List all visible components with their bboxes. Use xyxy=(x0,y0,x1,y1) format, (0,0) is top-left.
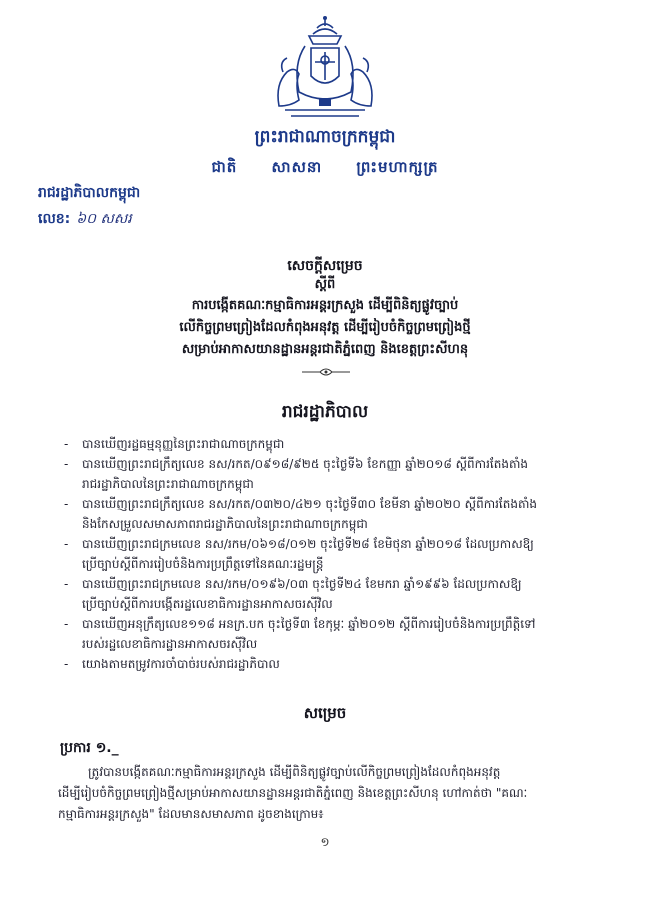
motto-nation: ជាតិ xyxy=(211,158,238,176)
list-item xyxy=(58,454,618,494)
decision-subject-label: ស្តីពី xyxy=(314,277,336,292)
issuer-name: រាជរដ្ឋាភិបាលកម្ពុជា xyxy=(38,185,141,201)
motto-religion: សាសនា xyxy=(271,158,323,176)
list-item xyxy=(58,434,618,454)
list-item-text: បានឃើញព្រះរាជក្រឹត្យលេខ នស/រកត/០៣២០/៤២១ ចុះថ្ងៃទី៣០ ខែមីនា ឆ្នាំ២០២០ ស្តីពីការតែងតាំង xyxy=(82,497,538,511)
document-number-value: ៦០ សសរ xyxy=(76,211,132,227)
article-1-body xyxy=(58,762,608,825)
decision-subject-line: សម្រាប់អាកាសយានដ្ឋានអន្តរជាតិភ្នំពេញ និងខេត្តព្រះសីហនុ xyxy=(181,342,469,357)
list-item xyxy=(58,494,618,534)
list-item xyxy=(58,614,618,654)
national-motto xyxy=(0,158,650,180)
list-item-text-cont: ប្រើច្បាប់ស្តីពីការរៀបចំនិងការប្រព្រឹត្តទៅនៃគណៈរដ្ឋមន្ត្រី xyxy=(82,557,324,571)
legal-basis-list xyxy=(58,434,618,674)
divider-ornament-icon xyxy=(300,366,352,378)
article-1-line: កម្មាធិការអន្តរក្រសួង" ដែលមានសមាសភាព ដូចខាងក្រោម៖ xyxy=(58,807,324,821)
government-heading: រាជរដ្ឋាភិបាល xyxy=(281,402,369,422)
list-item xyxy=(58,654,618,674)
list-item-text: យោងតាមតម្រូវការចាំបាច់របស់រាជរដ្ឋាភិបាល xyxy=(82,657,280,671)
page-number: ១ xyxy=(320,835,330,849)
list-item-text: បានឃើញព្រះរាជក្រមលេខ នស/រកម/០១៩៦/០៣ ចុះថ្ងៃទី២៤ ខែមករា ឆ្នាំ១៩៩៦ ដែលប្រកាសឱ្យ xyxy=(82,577,522,591)
kingdom-name: ព្រះរាជាណាចក្រកម្ពុជា xyxy=(254,127,396,147)
article-1-line: ដើម្បីរៀបចំកិច្ចព្រមព្រៀងថ្មីសម្រាប់អាកាសយានដ្ឋានអន្តរជាតិភ្នំពេញ និងខេត្តព្រះសីហនុ ហៅកាត់ថា "គណៈ xyxy=(58,786,528,800)
motto-king: ព្រះមហាក្សត្រ xyxy=(356,158,439,176)
list-item-text: បានឃើញព្រះរាជក្រមលេខ នស/រកម/០៦១៨/០១២ ចុះថ្ងៃទី២៨ ខែមិថុនា ឆ្នាំ២០១៨ ដែលប្រកាសឱ្យ xyxy=(82,537,534,551)
list-item-text-cont: និងកែសម្រួលសមាសភាពរាជរដ្ឋាភិបាលនៃព្រះរាជាណាចក្រកម្ពុជា xyxy=(82,517,368,531)
decision-heading: សម្រេច xyxy=(303,704,347,722)
article-1-line: ត្រូវបានបង្កើតគណៈកម្មាធិការអន្តរក្រសួង ដើម្បីពិនិត្យផ្លូវច្បាប់លើកិច្ចព្រមព្រៀងដែលកំពុងអនុវត្ត xyxy=(88,765,501,779)
list-item-text: បានឃើញរដ្ឋធម្មនុញ្ញនៃព្រះរាជាណាចក្រកម្ពុជា xyxy=(82,437,285,451)
list-item-text: បានឃើញព្រះរាជក្រឹត្យលេខ នស/រកត/០៩១៨/៩២៥ ចុះថ្ងៃទី៦ ខែកញ្ញា ឆ្នាំ២០១៨ ស្តីពីការតែងតាំង xyxy=(82,457,528,471)
list-item-text-cont: របស់រដ្ឋលេខាធិការដ្ឋានអាកាសចរស៊ីវិល xyxy=(82,637,258,651)
list-item xyxy=(58,574,618,614)
decision-subject-line: លើកិច្ចព្រមព្រៀងដែលកំពុងអនុវត្ត ដើម្បីរៀបចំកិច្ចព្រមព្រៀងថ្មី xyxy=(179,320,471,335)
list-item-text-cont: ប្រើច្បាប់ស្តីពីការបង្កើតរដ្ឋលេខាធិការដ្ឋានអាកាសចរស៊ីវិល xyxy=(82,597,333,611)
list-item xyxy=(58,534,618,574)
document-number-label: លេខ: xyxy=(38,211,71,227)
decision-title: សេចក្តីសម្រេច xyxy=(287,258,363,274)
list-item-text: បានឃើញអនុក្រឹត្យលេខ១១៨ អនក្រ.បក ចុះថ្ងៃទី៣ ខែកុម្ភៈ ឆ្នាំ២០១២ ស្តីពីការរៀបចំនិងការប្រព្រឹត្តិទៅ xyxy=(82,617,536,631)
document-number xyxy=(38,209,132,230)
article-1-label: ប្រការ ១._ xyxy=(60,740,119,756)
list-item-text-cont: រាជរដ្ឋាភិបាលនៃព្រះរាជាណាចក្រកម្ពុជា xyxy=(82,477,254,491)
decision-subject-line: ការបង្កើតគណៈកម្មាធិការអន្តរក្រសួង ដើម្បីពិនិត្យផ្លូវច្បាប់ xyxy=(191,298,459,313)
royal-coat-of-arms-icon xyxy=(265,14,385,124)
